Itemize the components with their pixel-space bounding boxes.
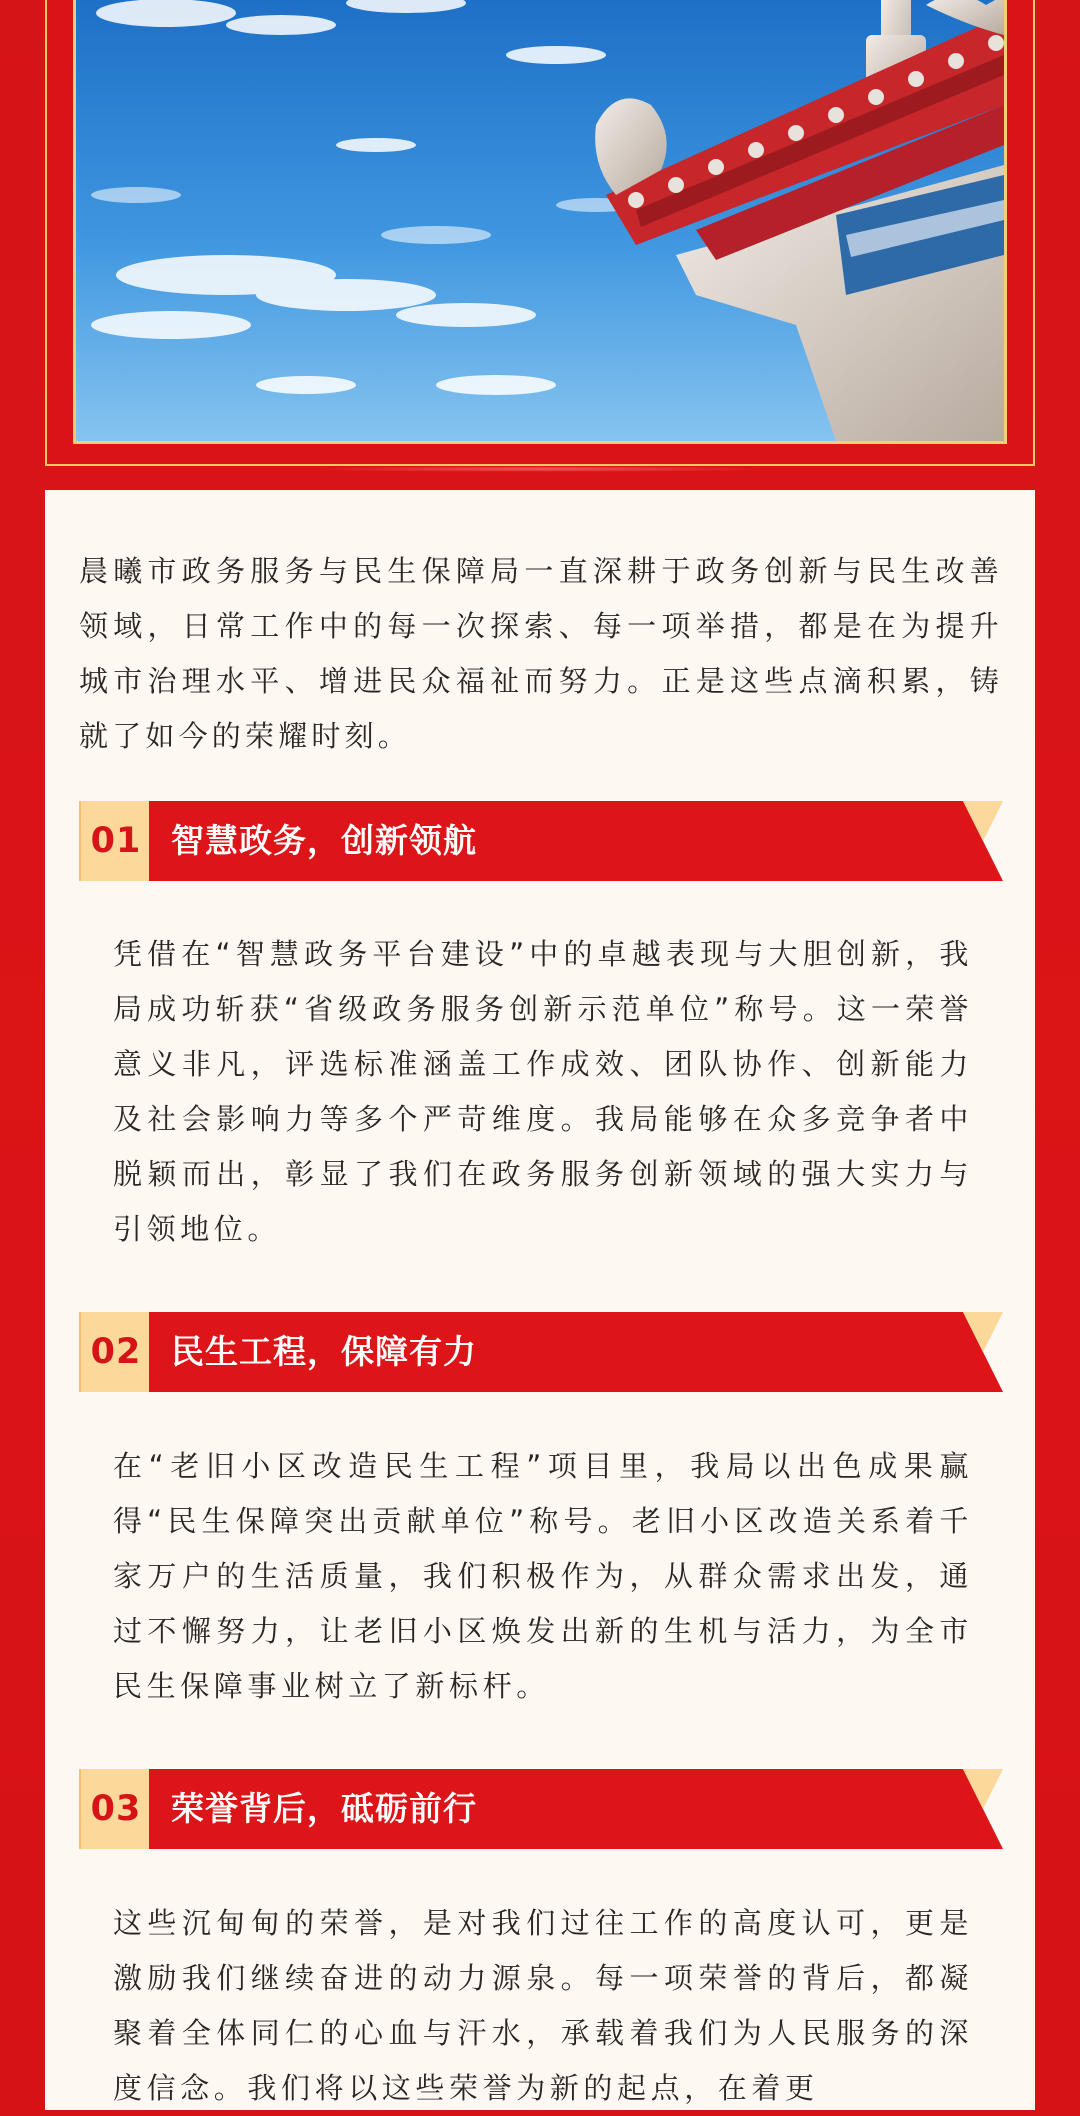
section-number-box [79,1312,149,1392]
section-title: 智慧政务，创新领航 [171,821,477,860]
section-number: 01 [90,821,142,861]
section-body-01: 凭借在“智慧政务平台建设”中的卓越表现与大胆创新，我局成功斩获“省级政务服务创新示范单位”称号。这一荣誉意义非凡，评选标准涵盖工作成效、团队协作、创新能力及社会影响力等多个严苛维度。我局能够在众多竞争者中脱颖而出，彰显了我们在政务服务创新领域的强大实力与引领地位。 [113,937,973,1246]
content-card [45,490,1035,2110]
section-title: 民生工程，保障有力 [171,1332,477,1371]
section-body-02: 在“老旧小区改造民生工程”项目里，我局以出色成果赢得“民生保障突出贡献单位”称号。老旧小区改造关系着千家万户的生活质量，我们积极作为，从群众需求出发，通过不懈努力，让老旧小区焕发出新的生机与活力，为全市民生保障事业树立了新标杆。 [113,1449,973,1703]
section-title: 荣誉背后，砥砺前行 [171,1789,477,1828]
section-number: 02 [90,1332,142,1372]
intro-paragraph: 晨曦市政务服务与民生保障局一直深耕于政务创新与民生改善领域，日常工作中的每一次探索、每一项举措，都是在为提升城市治理水平、增进民众福祉而努力。正是这些点滴积累，铸就了如今的荣耀时刻。 [79,554,1003,753]
hero-photo [73,0,1007,444]
frame-glow [305,466,775,472]
section-number-box [79,801,149,881]
section-number: 03 [90,1789,142,1829]
section-body-03: 这些沉甸甸的荣誉，是对我们过往工作的高度认可，更是激励我们继续奋进的动力源泉。每一项荣誉的背后，都凝聚着全体同仁的心血与汗水，承载着我们为人民服务的深度信念。我们将以这些荣誉为新的起点，在着更 [113,1906,973,2105]
section-header-01 [79,801,1003,881]
section-header-03 [79,1769,1003,1849]
hero-photo-frame [45,0,1035,466]
sky-and-pavilion-roof-illustration [76,0,1004,441]
section-number-box [79,1769,149,1849]
section-header-02 [79,1312,1003,1392]
